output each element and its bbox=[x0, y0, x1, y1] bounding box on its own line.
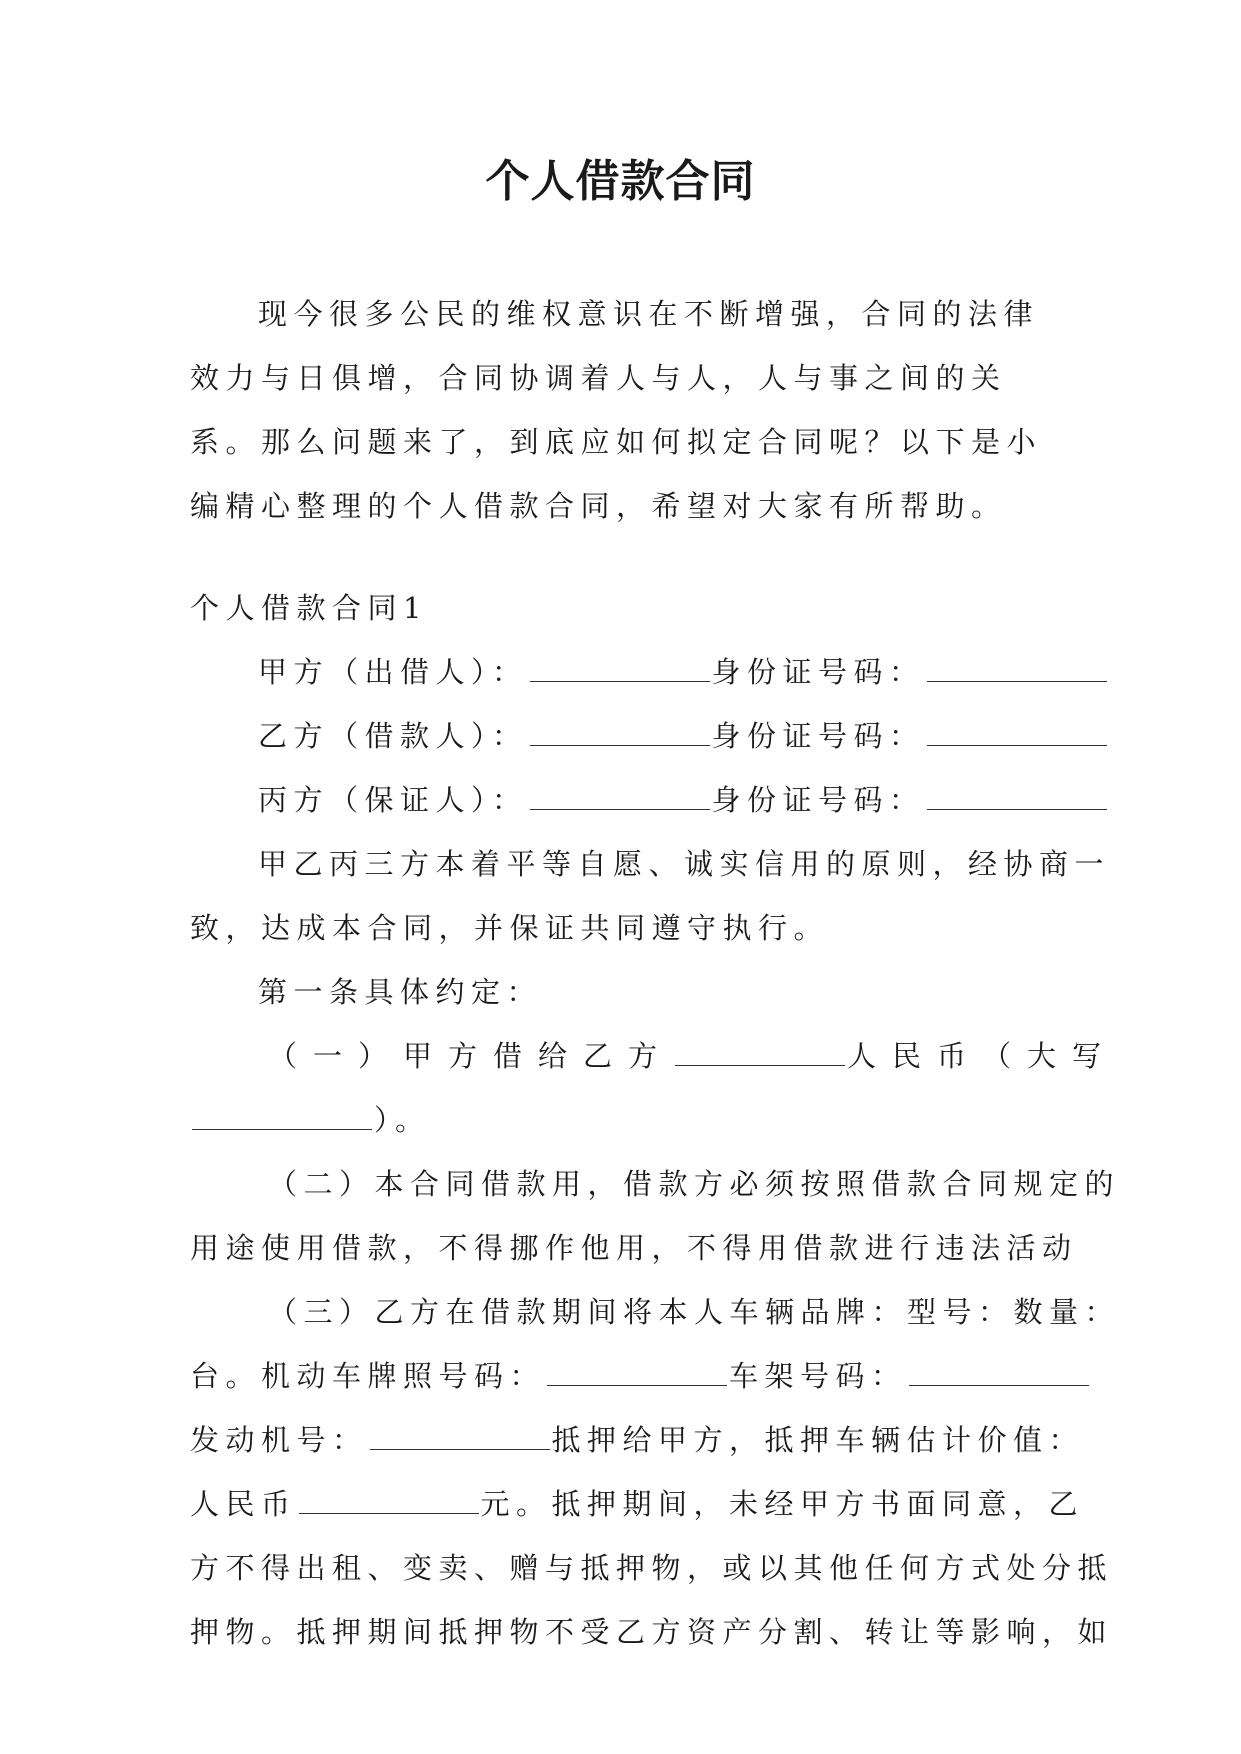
id-label: 身份证号码： bbox=[711, 655, 925, 689]
frame-label: 车架号码： bbox=[729, 1359, 907, 1393]
value-blank bbox=[299, 1491, 479, 1514]
amount-uppercase-blank bbox=[192, 1107, 372, 1130]
id-blank bbox=[927, 723, 1107, 746]
mortgage-terms: 元。抵押期间，未经甲方书面同意，乙 bbox=[480, 1487, 1085, 1521]
id-blank bbox=[927, 787, 1107, 810]
clause-3-line-2 bbox=[190, 1344, 1060, 1408]
clause-1-line-2 bbox=[190, 1088, 1060, 1152]
name-blank bbox=[530, 787, 710, 810]
clause-1-middle: 人民币（大写 bbox=[847, 1039, 1118, 1073]
clause-3-line-3 bbox=[190, 1408, 1085, 1472]
rmb-label: 人民币 bbox=[190, 1487, 297, 1521]
plate-blank bbox=[547, 1363, 727, 1386]
clause-1-line-1 bbox=[190, 1024, 1118, 1088]
party-label: 乙方（借款人）： bbox=[258, 719, 528, 753]
engine-label: 发动机号： bbox=[190, 1423, 368, 1457]
id-label: 身份证号码： bbox=[711, 783, 925, 817]
clause-3-line-5: 方不得出租、变卖、赠与抵押物，或以其他任何方式处分抵 bbox=[190, 1551, 1114, 1585]
clause-3-line-6: 押物。抵押期间抵押物不受乙方资产分割、转让等影响，如 bbox=[190, 1615, 1114, 1649]
frame-blank bbox=[909, 1363, 1089, 1386]
clause-3-line-4 bbox=[190, 1472, 1085, 1536]
party-line-lender bbox=[190, 640, 1060, 704]
article-1-heading: 第一条具体约定： bbox=[258, 975, 543, 1009]
clause-1-prefix: （一）甲方借给乙方 bbox=[268, 1039, 674, 1073]
plate-label: 台。机动车牌照号码： bbox=[190, 1359, 546, 1393]
agreement-line-1: 甲乙丙三方本着平等自愿、诚实信用的原则，经协商一 bbox=[258, 847, 1111, 881]
engine-blank bbox=[370, 1427, 550, 1450]
clause-2-line-1: （二）本合同借款用，借款方必须按照借款合同规定的 bbox=[268, 1167, 1121, 1201]
party-line-borrower bbox=[190, 704, 1060, 768]
party-label: 丙方（保证人）： bbox=[258, 783, 528, 817]
id-blank bbox=[927, 659, 1107, 682]
name-blank bbox=[530, 723, 710, 746]
id-label: 身份证号码： bbox=[711, 719, 925, 753]
section-title: 个人借款合同1 bbox=[190, 591, 428, 625]
party-label: 甲方（出借人）： bbox=[258, 655, 528, 689]
clause-2-line-2: 用途使用借款，不得挪作他用，不得用借款进行违法活动 bbox=[190, 1231, 1078, 1265]
clause-3-line-1: （三）乙方在借款期间将本人车辆品牌：型号：数量： bbox=[268, 1295, 1121, 1329]
agreement-line-2: 致，达成本合同，并保证共同遵守执行。 bbox=[190, 911, 830, 945]
mortgage-text: 抵押给甲方，抵押车辆估计价值： bbox=[551, 1423, 1085, 1457]
name-blank bbox=[530, 659, 710, 682]
document-title: 个人借款合同 bbox=[485, 156, 756, 207]
intro-paragraph: 现今很多公民的维权意识在不断增强，合同的法律效力与日俱增，合同协调着人与人，人与事之间的关系。那么问题来了，到底应如何拟定合同呢？以下是小编精心整理的个人借款合同，希望对大家有所帮助。 bbox=[190, 297, 1043, 523]
amount-blank bbox=[675, 1043, 845, 1066]
party-line-guarantor bbox=[190, 768, 1060, 832]
clause-1-suffix: ）。 bbox=[374, 1103, 431, 1137]
